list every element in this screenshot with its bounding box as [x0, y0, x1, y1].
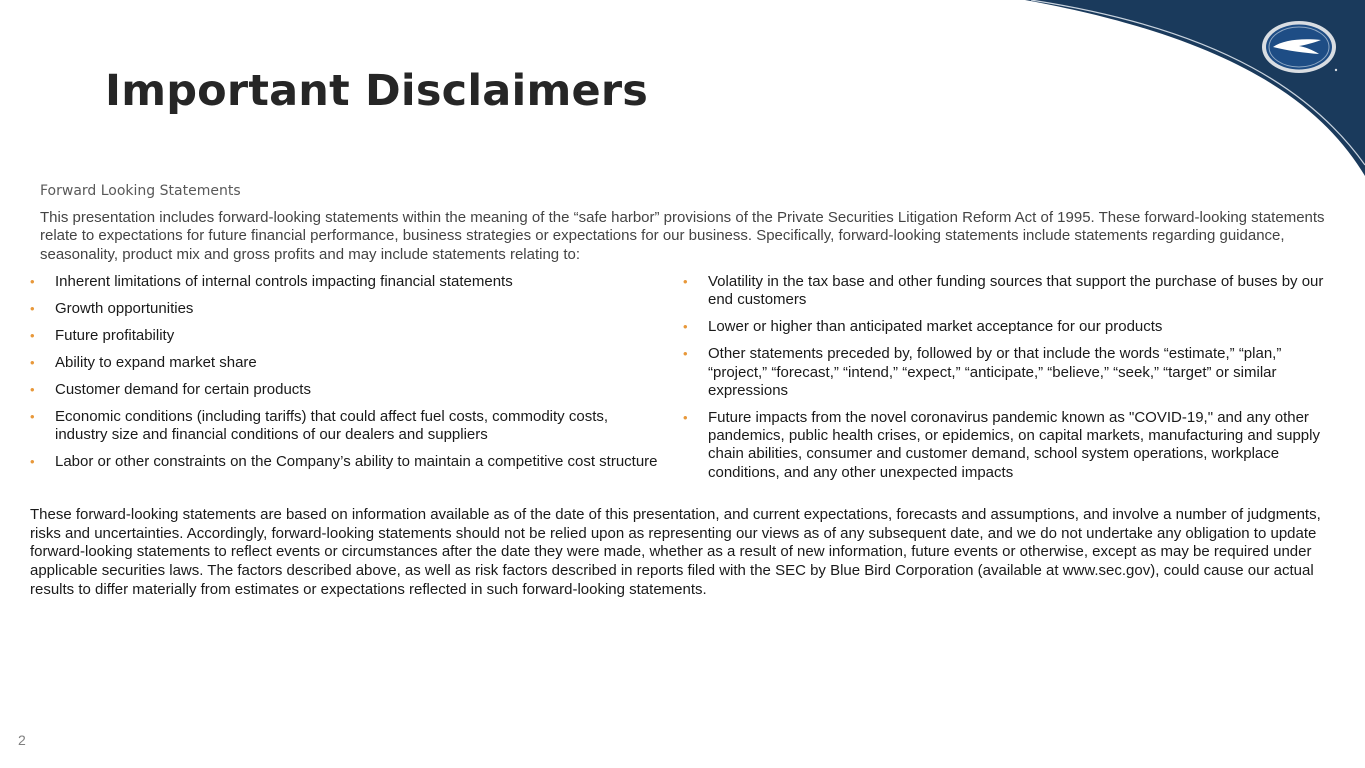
slide-title: Important Disclaimers — [105, 66, 649, 116]
page-number: 2 — [18, 732, 26, 748]
bullet-dot-icon: • — [30, 327, 35, 343]
bullet-text: Economic conditions (including tariffs) that could affect fuel costs, commodity costs, industry size and financial conditions of our dealers and suppliers — [55, 407, 609, 444]
list-item — [30, 408, 690, 445]
bullet-text: Ability to expand market share — [55, 353, 257, 371]
list-item — [683, 345, 1343, 400]
closing-paragraph: These forward-looking statements are based on information available as of the date of this presentation, and current expectations, forecasts and assumptions, and involve a number of judgments, risks and uncertainties. Accordingly, forward-looking statements should not be relied upon as representing our views as of any subsequent date, and we do not undertake any obligation to update forward-looking statements to reflect events or circumstances after the date they were made, whether as a result of new information, future events or otherwise, except as may be required under applicable securities laws. The factors described above, as well as risk factors described in reports filed with the SEC by Blue Bird Corporation (available at www.sec.gov), could cause our actual results to differ materially from estimates or expectations reflected in such forward-looking statements. — [30, 506, 1321, 598]
bluebird-logo-icon — [1261, 20, 1339, 75]
bullet-dot-icon: • — [683, 274, 688, 289]
bullet-dot-icon: • — [30, 354, 35, 370]
list-item — [30, 381, 690, 399]
list-item — [683, 318, 1343, 336]
bullet-text: Inherent limitations of internal controls impacting financial statements — [55, 273, 513, 290]
list-item — [30, 327, 690, 345]
list-item — [683, 409, 1343, 482]
bullet-text: Other statements preceded by, followed by or that include the words “estimate,” “plan,” “project,” “forecast,” “intend,” “expect,” “anticipate,” “believe,” “seek,” “target” or similar expressions — [708, 345, 1282, 399]
bullet-dot-icon: • — [30, 381, 35, 397]
list-item — [683, 273, 1343, 310]
list-item — [30, 300, 690, 318]
bullet-text: Labor or other constraints on the Company’s ability to maintain a competitive cost structure — [55, 453, 658, 471]
list-item — [30, 453, 690, 471]
left-bullet-list — [30, 273, 690, 480]
bullet-text: Customer demand for certain products — [55, 380, 311, 398]
intro-paragraph: This presentation includes forward-looking statements within the meaning of the “safe harbor” provisions of the Private Securities Litigation Reform Act of 1995. These forward-looking statements relate to expectations for future financial performance, business strategies or expectations for our business. Specifically, forward-looking statements include statements regarding guidance, seasonality, product mix and gross profits and may include statements relating to: — [40, 209, 1325, 263]
bullet-text: Lower or higher than anticipated market acceptance for our products — [708, 318, 1163, 336]
bullet-dot-icon: • — [30, 408, 35, 424]
bullet-dot-icon: • — [683, 409, 688, 425]
bullet-dot-icon: • — [683, 346, 688, 362]
bullet-text: Future impacts from the novel coronavirus pandemic known as "COVID-19," and any other pandemics, public health crises, or epidemics, on capital markets, manufacturing and supply chain abilities, consumer and customer demand, school system operations, workplace conditions, and any other unexpected impacts — [708, 408, 1320, 481]
list-item — [30, 354, 690, 372]
bullet-dot-icon: • — [30, 300, 35, 316]
bullet-text: Future profitability — [55, 326, 175, 344]
forward-looking-heading: Forward Looking Statements — [40, 183, 241, 199]
bullet-text: Volatility in the tax base and other funding sources that support the purchase of buses by our end customers — [708, 273, 1324, 309]
bullet-text: Growth opportunities — [55, 299, 194, 317]
bullet-dot-icon: • — [30, 274, 35, 289]
right-bullet-list — [683, 273, 1343, 491]
bullet-dot-icon: • — [30, 454, 35, 470]
bullet-dot-icon: • — [683, 319, 688, 335]
list-item — [30, 273, 690, 291]
